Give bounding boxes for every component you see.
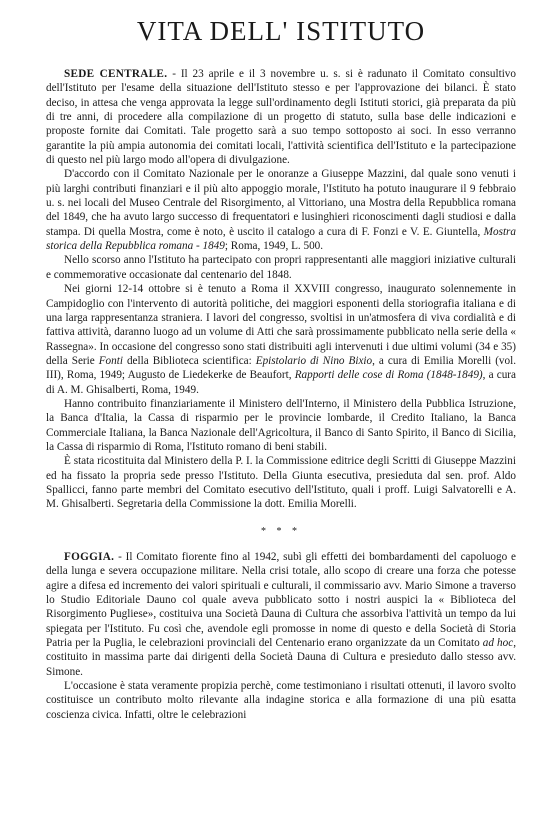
paragraph-text: , costituito in massima parte dai dirigenti della Società Dauna di Cultura e presieduto dallo stesso avv. Simone. <box>46 637 517 678</box>
paragraph-text: , a cura di A. M. Ghisalberti, Roma, 1949. <box>46 369 516 396</box>
italic-title: Rapporti delle cose di Roma (1848-1849) <box>294 369 483 382</box>
paragraph-text: , a cura di Emilia Morelli (vol. III), Roma, 1949; Augusto de Liedekerke de Beaufort, <box>46 354 517 382</box>
italic-title: Fonti <box>98 354 123 367</box>
paragraph-sede-1 <box>46 67 516 167</box>
paragraph-text: D'accordo con il Comitato Nazionale per le onoranze a Giuseppe Mazzini, dal quale sono venuti i più larghi contributi finanziari e il più alto appoggio morale, l'Istituto ha potuto inaugurare il 9 febbraio u. s. nei locali del Museo Centrale del Risorgimento, al Vittoriano, una Mostra della Repubblica romana del 1849, che ha avuto largo successo di frequentatori e lusinghieri riconoscimenti dagli studiosi e dalla stampa. Di quella Mostra, come è noto, è uscito il catalogo a cura di F. Fonzi e V. E. Giuntella, <box>46 168 516 238</box>
paragraph-foggia-1 <box>46 550 516 679</box>
paragraph-text: ; Roma, 1949, L. 500. <box>224 240 324 253</box>
paragraph-sede-4 <box>46 282 516 397</box>
italic-title: Mostra storica della Repubblica romana - 1849 <box>46 225 516 253</box>
page-title: VITA DELL' ISTITUTO <box>136 16 426 46</box>
paragraph-sede-6: È stata ricostituita dal Ministero della P. I. la Commissione editrice degli Scritti di Giuseppe Mazzini ed ha fissato la propria sede presso l'Istituto. Della Giunta esecutiva, presieduta dal sen. prof. Aldo Spallicci, fanno parte membri del Comitato esecutivo dell'Istituto, quali i proff. Luigi Salvatorelli e A. M. Ghisalberti. Segretaria della Commissione la dott. Emilia Morelli. <box>46 455 516 511</box>
article-body <box>46 67 516 722</box>
section-separator: * * * <box>261 525 301 537</box>
italic-title: Epistolario di Nino Bixio <box>255 354 373 367</box>
paragraph-sede-5: Hanno contribuito finanziariamente il Ministero dell'Interno, il Ministero della Pubblica Istruzione, la Banca d'Italia, la Cassa di risparmio per le provincie lombarde, il Credito Italiano, la Banca Commerciale Italiana, la Banca Nazionale dell'Agricoltura, il Banco di Santo Spirito, il Banco di Sicilia, la Cassa di risparmio di Roma, l'Istituto romano di beni stabili. <box>46 397 516 453</box>
section-heading-sede: SEDE CENTRALE. <box>64 68 168 80</box>
paragraph-text: - Il 23 aprile e il 3 novembre u. s. si è radunato il Comitato consultivo dell'Istituto per l'esame della situazione dell'Istituto stesso e per l'approvazione dei bilanci. È stato deciso, in attesa che venga approvata la legge sull'ordinamento degli Istituti storici, già preparata da più di tre anni, di procedere alla compilazione di un progetto di statuto, sulla base delle indicazioni e proposte fornite dai Comitati. Tale progetto sarà a suo tempo sottoposto ai soci. In esso verranno garantite la più ampia autonomia dei comitati locali, l'attività scientifica dell'Istituto e la partecipazione di questo nel più largo modo all'opera di divulgazione. <box>46 68 516 167</box>
paragraph-sede-3: Nello scorso anno l'Istituto ha partecipato con propri rappresentanti alle maggiori iniziative culturali e commemorative occasionate dal centenario del 1848. <box>46 254 516 281</box>
paragraph-sede-2 <box>46 167 516 253</box>
paragraph-text: Nei giorni 12-14 ottobre si è tenuto a Roma il XXVIII congresso, inaugurato solennemente in Campidoglio con l'intervento di autorità politiche, dei maggiori esponenti della storiografia italiana e di una larga rappresentanza straniera. I lavori del congresso, svoltisi in un'atmosfera di viva cordialità e di fattiva attività, daranno luogo ad un volume di Atti che sarà prossimamente pubblicato nella serie della « Rassegna». In occasione del congresso sono stati distribuiti agli intervenuti i due ultimi volumi (34 e 35) della Serie <box>46 283 516 367</box>
paragraph-foggia-2: L'occasione è stata veramente propizia perchè, come testimoniano i risultati ottenuti, il lavoro svolto costituisce un contributo molto rilevante alla indagine storica e alla formazione di una più esatta coscienza civica. Infatti, oltre le celebrazioni <box>46 680 516 721</box>
paragraph-text: della Biblioteca scientifica: <box>122 354 256 367</box>
paragraph-text: - Il Comitato fiorente fino al 1942, subì gli effetti dei bombardamenti del capoluogo e della lunga e severa occupazione militare. Nella crisi totale, allo scopo di creare una forza che potesse agire a difesa ed incremento dei valori spirituali e culturali, il commissario avv. Mario Simone a traverso lo Studio Editoriale Dauno col quale aveva pubblicato sotto i nostri auspici la « Biblioteca del Risorgimento Pugliese», costituiva una Società Dauna di Cultura che assorbiva l'attività un tempo da lui spiegata per l'Istituto. Fu così che, avendole egli promosse in nome di questo e della Società di Storia Patria per la Puglia, le celebrazioni provinciali del Centenario erano organizzate da un Comitato <box>46 551 516 650</box>
section-heading-foggia: FOGGIA. <box>64 551 115 563</box>
italic-phrase: ad hoc <box>482 637 514 650</box>
